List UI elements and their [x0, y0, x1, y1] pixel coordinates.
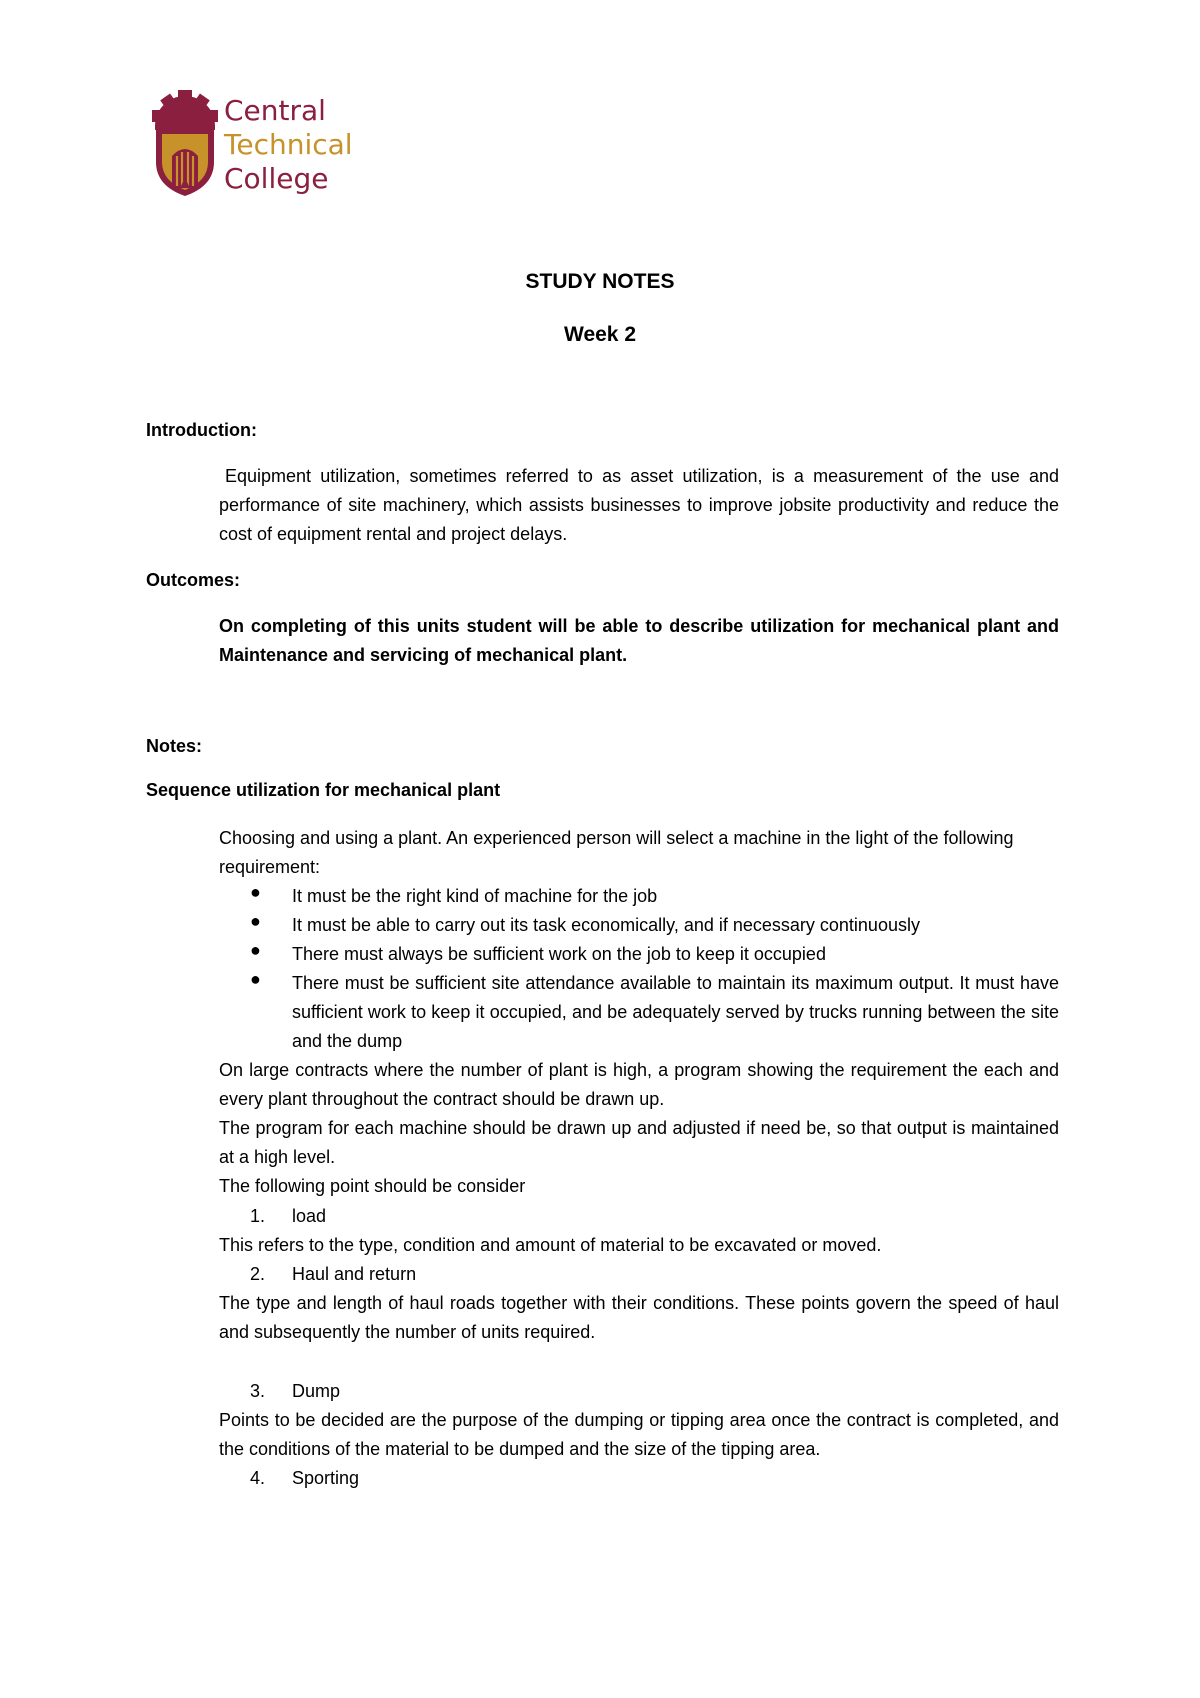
sequence-heading: Sequence utilization for mechanical plant — [146, 780, 501, 800]
item-description: The type and length of haul roads together with their conditions. These points govern the speed of haul and subsequently the number of units required. — [219, 1293, 1059, 1342]
list-item — [0, 882, 1200, 911]
notes-heading: Notes: — [146, 736, 203, 756]
logo-line-3: College — [224, 162, 329, 195]
bullet-text: There must be sufficient site attendance available to maintain its maximum output. It must have sufficient work to keep it occupied, and be adequately served by trucks running between the site and the dump — [292, 973, 1059, 1051]
item-number: 4. — [250, 1468, 266, 1488]
notes-intro: Choosing and using a plant. An experienced person will select a machine in the light of the following requirement: — [219, 828, 1014, 877]
paragraph: The following point should be consider — [219, 1176, 526, 1196]
paragraph: On large contracts where the number of plant is high, a program showing the requirement the each and every plant throughout the contract should be drawn up. — [219, 1060, 1059, 1109]
list-item — [0, 940, 1200, 969]
introduction-heading: Introduction: — [146, 420, 257, 440]
college-name — [224, 94, 353, 196]
logo-line-2: Technical — [224, 128, 353, 161]
logo-line-1: Central — [224, 94, 326, 127]
college-crest-icon — [150, 90, 220, 198]
bullet-text: There must always be sufficient work on the job to keep it occupied — [292, 944, 826, 964]
item-description: Points to be decided are the purpose of the dumping or tipping area once the contract is completed, and the conditions of the material to be dumped and the size of the tipping area. — [219, 1410, 1059, 1459]
document-title: STUDY NOTES — [525, 270, 675, 293]
numbered-item — [0, 1377, 1200, 1406]
item-label: Dump — [292, 1381, 341, 1401]
bullet-text: It must be able to carry out its task economically, and if necessary continuously — [292, 915, 920, 935]
item-number: 1. — [250, 1206, 266, 1226]
list-item — [0, 911, 1200, 940]
bullet-text: It must be the right kind of machine for the job — [292, 886, 658, 906]
list-item — [0, 969, 1200, 1056]
week-label: Week 2 — [564, 323, 636, 346]
outcomes-heading: Outcomes: — [146, 570, 241, 590]
bullet-icon: ● — [250, 882, 261, 902]
introduction-text: Equipment utilization, sometimes referred to as asset utilization, is a measurement of the use and performance of site machinery, which assists businesses to improve jobsite productivity and reduce the cost of equipment rental and project delays. — [219, 466, 1059, 544]
bullet-icon: ● — [250, 940, 261, 960]
item-label: load — [292, 1206, 327, 1226]
paragraph: The program for each machine should be drawn up and adjusted if need be, so that output is maintained at a high level. — [219, 1118, 1059, 1167]
numbered-item — [0, 1202, 1200, 1231]
college-logo — [150, 90, 370, 200]
item-label: Sporting — [292, 1468, 360, 1488]
bullet-icon: ● — [250, 969, 261, 989]
numbered-item — [0, 1260, 1200, 1289]
outcomes-text: On completing of this units student will be able to describe utilization for mechanical plant and Maintenance and servicing of mechanical plant. — [219, 616, 1059, 665]
item-number: 2. — [250, 1264, 266, 1284]
bullet-icon: ● — [250, 911, 261, 931]
numbered-item — [0, 1464, 1200, 1493]
item-number: 3. — [250, 1381, 266, 1401]
item-label: Haul and return — [292, 1264, 417, 1284]
item-description: This refers to the type, condition and amount of material to be excavated or moved. — [219, 1235, 882, 1255]
